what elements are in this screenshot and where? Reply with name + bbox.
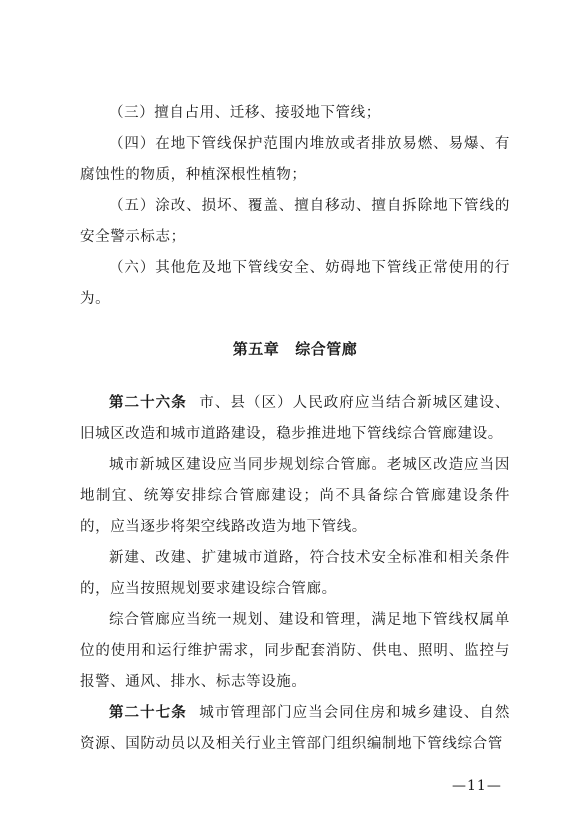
article-27	[80, 698, 510, 760]
chapter-heading	[80, 338, 510, 359]
chapter-number: 第五章	[232, 340, 280, 358]
list-item-5: （五）涂改、损坏、覆盖、擅自移动、擅自拆除地下管线的安全警示标志；	[80, 198, 510, 245]
page-number: —11—	[452, 778, 502, 794]
article-26-paragraph-3: 新建、改建、扩建城市道路，符合技术安全标准和相关条件的，应当按照规划要求建设综合管廊。	[80, 550, 510, 597]
article-26-text: 市、县（区）人民政府应当结合新城区建设、旧城区改造和城市道路建设，稳步推进地下管线综合管廊建设。	[80, 395, 511, 442]
page-content	[80, 98, 510, 760]
list-item-4: （四）在地下管线保护范围内堆放或者排放易燃、易爆、有腐蚀性的物质，种植深根性植物；	[80, 136, 510, 183]
article-27-text: 城市管理部门应当会同住房和城乡建设、自然资源、国防动员以及相关行业主管部门组织编制地下管线综合管	[80, 705, 511, 752]
chapter-title: 综合管廊	[295, 340, 358, 358]
article-27-number: 第二十七条	[109, 705, 187, 721]
list-item-3: （三）擅自占用、迁移、接驳地下管线；	[109, 105, 381, 121]
article-26	[80, 388, 510, 450]
article-26-paragraph-4: 综合管廊应当统一规划、建设和管理，满足地下管线权属单位的使用和运行维护需求，同步配套消防、供电、照明、监控与报警、通风、排水、标志等设施。	[80, 612, 510, 690]
article-26-paragraph-2: 城市新城区建设应当同步规划综合管廊。老城区改造应当因地制宜、统筹安排综合管廊建设；尚不具备综合管廊建设条件的，应当逐步将架空线路改造为地下管线。	[80, 457, 510, 535]
article-26-number: 第二十六条	[109, 395, 187, 411]
list-item-6: （六）其他危及地下管线安全、妨碍地下管线正常使用的行为。	[80, 260, 510, 307]
